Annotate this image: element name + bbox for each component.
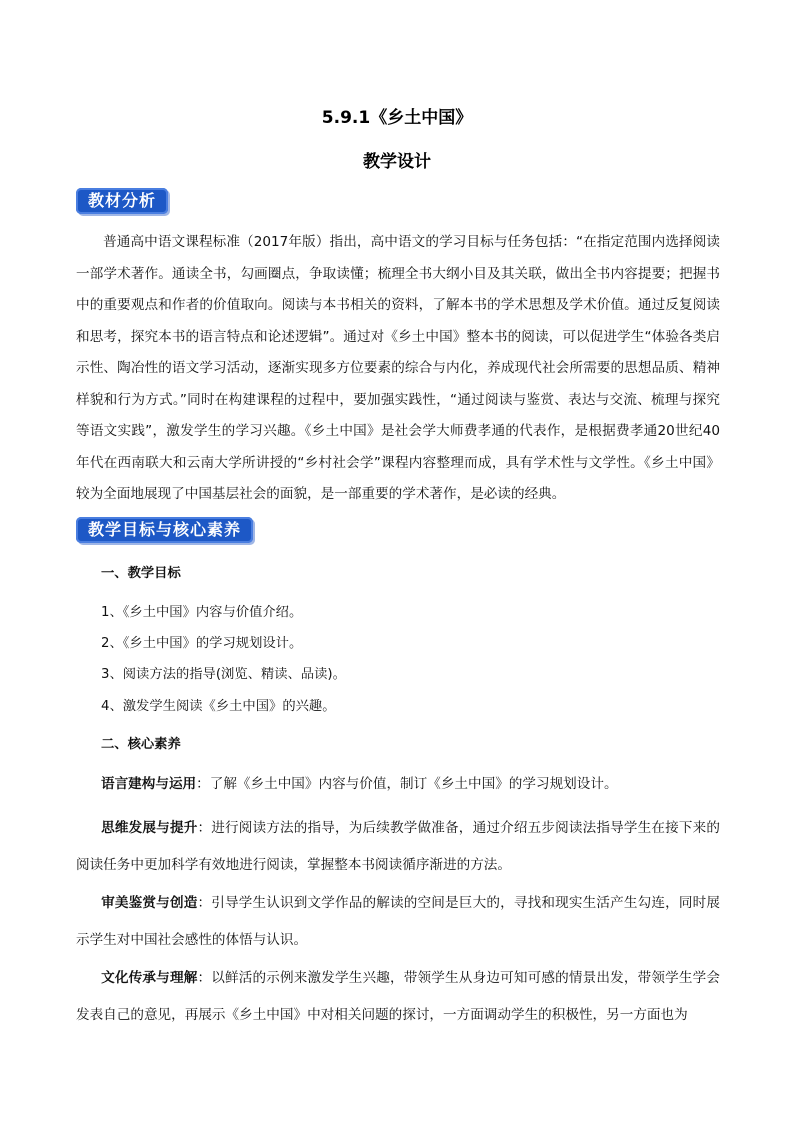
core-text: ：进行阅读方法的指导，为后续教学做准备，通过介绍五步阅读法指导学生在接下来的阅读任务中更加科学有效地进行阅读，掌握整本书阅读循序渐进的方法。 [76, 820, 720, 873]
section-badge-goals: 教学目标与核心素养 [76, 517, 253, 543]
core-text: ：引导学生认识到文学作品的解读的空间是巨大的，寻找和现实生活产生勾连，同时展示学生对中国社会感性的体悟与认识。 [76, 895, 720, 948]
core-entry-language [76, 766, 720, 803]
core-keyword: 思维发展与提升 [101, 820, 198, 836]
analysis-paragraph [76, 227, 720, 511]
core-keyword: 审美鉴赏与创造 [101, 895, 198, 911]
core-heading: 二、核心素养 [101, 737, 181, 752]
core-keyword: 文化传承与理解 [101, 970, 198, 986]
core-text: ：了解《乡土中国》内容与价值，制订《乡土中国》的学习规划设计。 [196, 776, 618, 792]
core-entry-thinking [76, 810, 720, 884]
core-keyword: 语言建构与运用 [101, 776, 197, 792]
goal-item-3: 3、阅读方法的指导(浏览、精读、品读)。 [101, 667, 346, 682]
core-text: ：以鲜活的示例来激发学生兴趣，带领学生从身边可知可感的情景出发，带领学生学会发表自己的意见，再展示《乡土中国》中对相关问题的探讨，一方面调动学生的积极性，另一方面也为 [76, 970, 720, 1023]
core-entry-culture [76, 960, 720, 1034]
analysis-text: 普通高中语文课程标准（2017年版）指出，高中语文的学习目标与任务包括：“在指定范围内选择阅读一部学术著作。通读全书，勾画圈点，争取读懂；梳理全书大纲小目及其关联，做出全书内容提要；把握书中的重要观点和作者的价值取向。阅读与本书相关的资料，了解本书的学术思想及学术价值。通过反复阅读和思考，探究本书的语言特点和论述逻辑”。通过对《乡土中国》整本书的阅读，可以促进学生“体验各类启示性、陶冶性的语文学习活动，逐渐实现多方位要素的综合与内化，养成现代社会所需要的思想品质、精神样貌和行为方式。”同时在构建课程的过程中，要加强实践性，“通过阅读与鉴赏、表达与交流、梳理与探究等语文实践”，激发学生的学习兴趣。《乡土中国》是社会学大师费孝通的代表作，是根据费孝通20世纪40年代在西南联大和云南大学所讲授的“乡村社会学”课程内容整理而成，具有学术性与文学性。《乡土中国》较为全面地展现了中国基层社会的面貌，是一部重要的学术著作，是必读的经典。 [76, 234, 720, 502]
goal-item-2: 2、《乡土中国》的学习规划设计。 [101, 636, 303, 651]
core-entry-aesthetic [76, 885, 720, 959]
goals-heading: 一、教学目标 [101, 566, 181, 581]
section-badge-analysis: 教材分析 [76, 188, 168, 214]
goal-item-1: 1、《乡土中国》内容与价值介绍。 [101, 605, 303, 620]
document-title: 5.9.1《乡土中国》 [321, 108, 473, 128]
document-subtitle: 教学设计 [363, 152, 431, 172]
goal-item-4: 4、激发学生阅读《乡土中国》的兴趣。 [101, 699, 336, 714]
